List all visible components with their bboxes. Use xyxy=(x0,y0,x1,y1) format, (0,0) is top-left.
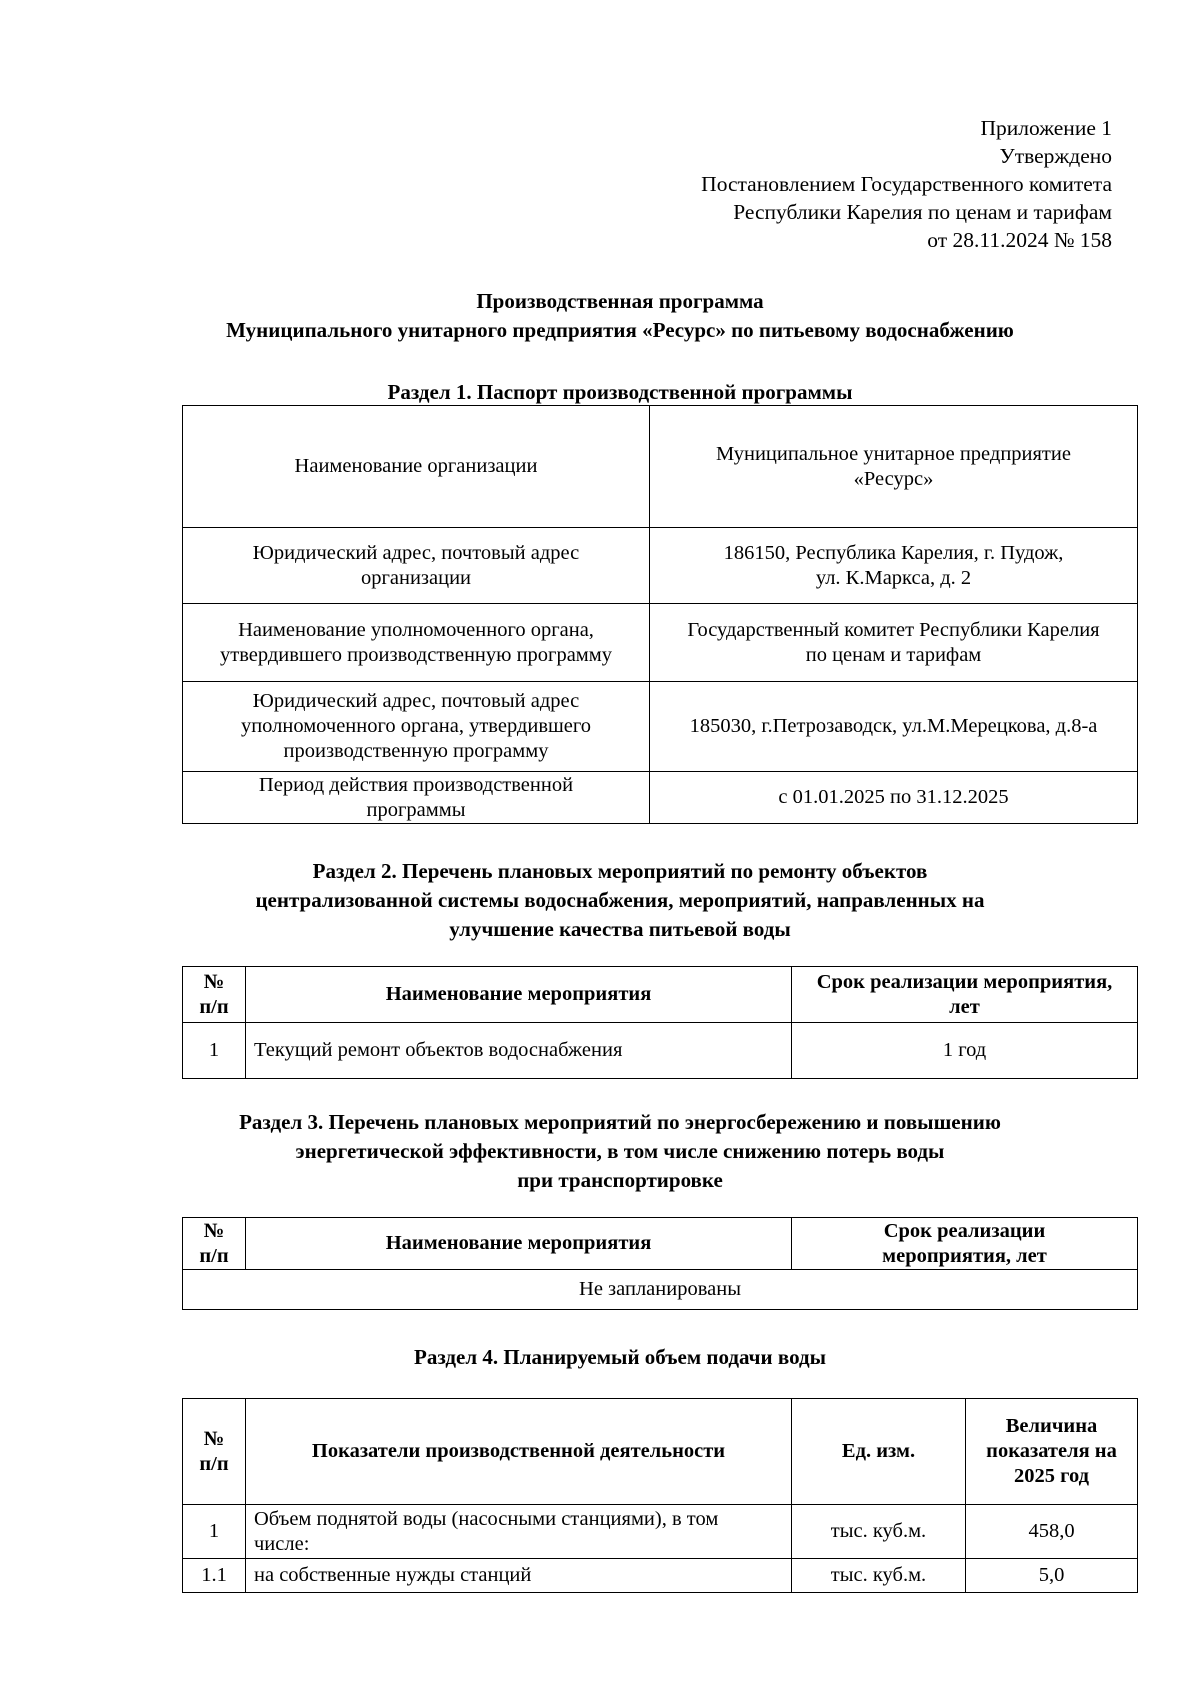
section2-measures-table xyxy=(182,966,1138,1079)
section4-title: Раздел 4. Планируемый объем подачи воды xyxy=(414,1345,826,1369)
cell-indicator: на собственные нужды станций xyxy=(246,1559,792,1593)
table-row xyxy=(183,604,1138,682)
passport-label: Наименование уполномоченного органа, утвердившего производственную программу xyxy=(183,604,650,682)
passport-value: Государственный комитет Республики Карелия по ценам и тарифам xyxy=(650,604,1138,682)
table-row xyxy=(183,682,1138,772)
section2-title: Раздел 2. Перечень плановых мероприятий по ремонту объектов централизованной системы водоснабжения, мероприятий, направленных на улучшение качества питьевой воды xyxy=(255,859,985,941)
passport-label: Юридический адрес, почтовый адрес организации xyxy=(183,528,650,604)
column-header-term: Срок реализации мероприятия, лет xyxy=(792,967,1138,1023)
column-header-value: Величина показателя на 2025 год xyxy=(966,1399,1138,1505)
section3-energy-table xyxy=(182,1217,1138,1310)
passport-value: Муниципальное унитарное предприятие «Ресурс» xyxy=(650,406,1138,528)
approval-date-number: от 28.11.2024 № 158 xyxy=(927,228,1112,252)
column-header-name: Наименование мероприятия xyxy=(246,1218,792,1270)
cell-number: 1.1 xyxy=(183,1559,246,1593)
approval-approved: Утверждено xyxy=(999,144,1112,168)
cell-unit: тыс. куб.м. xyxy=(792,1559,966,1593)
section1-passport-table xyxy=(182,405,1138,824)
table-row xyxy=(183,406,1138,528)
cell-unit: тыс. куб.м. xyxy=(792,1505,966,1559)
column-header-number: № п/п xyxy=(183,1399,246,1505)
cell-value: 458,0 xyxy=(966,1505,1138,1559)
table-row xyxy=(183,1270,1138,1310)
table-row xyxy=(183,1559,1138,1593)
empty-state-text: Не запланированы xyxy=(183,1270,1138,1310)
document-title-line1: Производственная программа xyxy=(476,289,764,313)
cell-number: 1 xyxy=(183,1505,246,1559)
approval-resolution: Постановлением Государственного комитета xyxy=(701,172,1112,196)
passport-value: 186150, Республика Карелия, г. Пудож, ул. К.Маркса, д. 2 xyxy=(650,528,1138,604)
column-header-indicator: Показатели производственной деятельности xyxy=(246,1399,792,1505)
cell-indicator: Объем поднятой воды (насосными станциями), в том числе: xyxy=(246,1505,792,1559)
section1-title: Раздел 1. Паспорт производственной программы xyxy=(387,380,853,404)
cell-value: 5,0 xyxy=(966,1559,1138,1593)
section4-water-volume-table xyxy=(182,1398,1138,1593)
table-row xyxy=(183,1505,1138,1559)
cell-name: Текущий ремонт объектов водоснабжения xyxy=(246,1023,792,1079)
document-title-line2: Муниципального унитарного предприятия «Ресурс» по питьевому водоснабжению xyxy=(226,318,1014,342)
approval-appendix: Приложение 1 xyxy=(980,116,1112,140)
passport-value: 185030, г.Петрозаводск, ул.М.Мерецкова, д.8-а xyxy=(650,682,1138,772)
column-header-number: № п/п xyxy=(183,967,246,1023)
table-header-row xyxy=(183,967,1138,1023)
table-row xyxy=(183,528,1138,604)
cell-number: 1 xyxy=(183,1023,246,1079)
passport-label: Период действия производственной программы xyxy=(183,772,650,824)
column-header-unit: Ед. изм. xyxy=(792,1399,966,1505)
column-header-name: Наименование мероприятия xyxy=(246,967,792,1023)
table-header-row xyxy=(183,1218,1138,1270)
section3-title: Раздел 3. Перечень плановых мероприятий по энергосбережению и повышению энергетической эффективности, в том числе снижению потерь воды при транспортировке xyxy=(239,1110,1001,1192)
passport-value: с 01.01.2025 по 31.12.2025 xyxy=(650,772,1138,824)
approval-committee: Республики Карелия по ценам и тарифам xyxy=(733,200,1112,224)
table-header-row xyxy=(183,1399,1138,1505)
column-header-number: № п/п xyxy=(183,1218,246,1270)
table-row xyxy=(183,772,1138,824)
passport-label: Юридический адрес, почтовый адрес уполномоченного органа, утвердившего производственную программу xyxy=(183,682,650,772)
column-header-term: Срок реализации мероприятия, лет xyxy=(792,1218,1138,1270)
table-row xyxy=(183,1023,1138,1079)
document-title xyxy=(160,287,1080,345)
cell-term: 1 год xyxy=(792,1023,1138,1079)
approval-block xyxy=(701,114,1112,254)
passport-label: Наименование организации xyxy=(183,406,650,528)
